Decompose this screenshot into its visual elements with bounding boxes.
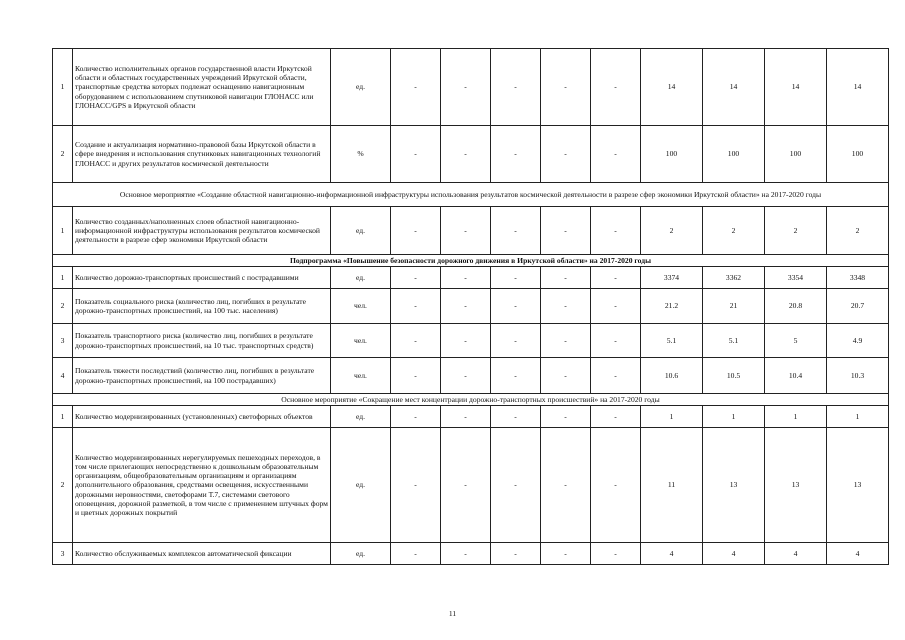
table-row	[53, 49, 889, 126]
indicator-name: Количество модернизированных (установленных) светофорных объектов	[73, 406, 331, 428]
dash-cell: -	[591, 289, 641, 324]
dash-cell: -	[491, 428, 541, 543]
dash-cell: -	[441, 324, 491, 358]
dash-cell: -	[591, 49, 641, 126]
dash-cell: -	[491, 267, 541, 289]
unit-cell: чел.	[331, 358, 391, 394]
row-number: 4	[53, 358, 73, 394]
dash-cell: -	[541, 358, 591, 394]
value-cell: 100	[827, 126, 889, 183]
section-heading: Основное мероприятие «Сокращение мест концентрации дорожно-транспортных происшествий» на 2017-2020 годы	[53, 394, 889, 406]
indicator-name: Показатель тяжести последствий (количество лиц, погибших в результате дорожно-транспортных происшествий, на 100 пострадавших)	[73, 358, 331, 394]
dash-cell: -	[541, 428, 591, 543]
unit-cell: ед.	[331, 543, 391, 565]
value-cell: 100	[765, 126, 827, 183]
dash-cell: -	[491, 289, 541, 324]
indicator-name: Количество дорожно-транспортных происшествий с пострадавшими	[73, 267, 331, 289]
dash-cell: -	[591, 543, 641, 565]
unit-cell: ед.	[331, 49, 391, 126]
row-number: 2	[53, 289, 73, 324]
value-cell: 10.5	[703, 358, 765, 394]
dash-cell: -	[441, 289, 491, 324]
value-cell: 2	[765, 207, 827, 255]
table-row	[53, 406, 889, 428]
dash-cell: -	[541, 267, 591, 289]
value-cell: 20.8	[765, 289, 827, 324]
value-cell: 14	[703, 49, 765, 126]
dash-cell: -	[591, 324, 641, 358]
indicator-name: Количество обслуживаемых комплексов автоматической фиксации	[73, 543, 331, 565]
value-cell: 14	[827, 49, 889, 126]
value-cell: 10.6	[641, 358, 703, 394]
dash-cell: -	[541, 289, 591, 324]
dash-cell: -	[541, 543, 591, 565]
value-cell: 4	[703, 543, 765, 565]
dash-cell: -	[591, 358, 641, 394]
value-cell: 3362	[703, 267, 765, 289]
dash-cell: -	[391, 428, 441, 543]
row-number: 1	[53, 267, 73, 289]
value-cell: 3374	[641, 267, 703, 289]
value-cell: 2	[827, 207, 889, 255]
value-cell: 13	[765, 428, 827, 543]
unit-cell: %	[331, 126, 391, 183]
dash-cell: -	[591, 126, 641, 183]
dash-cell: -	[491, 358, 541, 394]
table-row	[53, 289, 889, 324]
unit-cell: чел.	[331, 289, 391, 324]
dash-cell: -	[491, 324, 541, 358]
dash-cell: -	[391, 406, 441, 428]
row-number: 2	[53, 126, 73, 183]
dash-cell: -	[391, 358, 441, 394]
section-row	[53, 394, 889, 406]
value-cell: 10.4	[765, 358, 827, 394]
value-cell: 5	[765, 324, 827, 358]
dash-cell: -	[441, 267, 491, 289]
dash-cell: -	[591, 428, 641, 543]
dash-cell: -	[391, 289, 441, 324]
indicator-name: Создание и актуализация нормативно-правовой базы Иркутской области в сфере внедрения и использования спутниковых навигационных технологий ГЛОНАСС и других результатов космической деятельности	[73, 126, 331, 183]
indicator-name: Показатель социального риска (количество лиц, погибших в результате дорожно-транспортных происшествий, на 100 тыс. населения)	[73, 289, 331, 324]
unit-cell: чел.	[331, 324, 391, 358]
section-row	[53, 183, 889, 207]
value-cell: 14	[641, 49, 703, 126]
unit-cell: ед.	[331, 406, 391, 428]
value-cell: 10.3	[827, 358, 889, 394]
row-number: 3	[53, 543, 73, 565]
table-row	[53, 324, 889, 358]
dash-cell: -	[441, 428, 491, 543]
value-cell: 100	[703, 126, 765, 183]
value-cell: 1	[641, 406, 703, 428]
value-cell: 13	[827, 428, 889, 543]
indicators-table	[52, 48, 889, 565]
value-cell: 4.9	[827, 324, 889, 358]
row-number: 1	[53, 207, 73, 255]
value-cell: 3348	[827, 267, 889, 289]
dash-cell: -	[491, 49, 541, 126]
indicator-name: Показатель транспортного риска (количество лиц, погибших в результате дорожно-транспортных происшествий, на 10 тыс. транспортных средств)	[73, 324, 331, 358]
value-cell: 4	[827, 543, 889, 565]
table-row	[53, 428, 889, 543]
table-row	[53, 207, 889, 255]
unit-cell: ед.	[331, 207, 391, 255]
value-cell: 11	[641, 428, 703, 543]
dash-cell: -	[491, 126, 541, 183]
dash-cell: -	[491, 543, 541, 565]
value-cell: 13	[703, 428, 765, 543]
dash-cell: -	[541, 207, 591, 255]
value-cell: 4	[641, 543, 703, 565]
table-row	[53, 358, 889, 394]
dash-cell: -	[541, 49, 591, 126]
dash-cell: -	[441, 207, 491, 255]
row-number: 3	[53, 324, 73, 358]
value-cell: 21.2	[641, 289, 703, 324]
table-row	[53, 267, 889, 289]
value-cell: 1	[765, 406, 827, 428]
dash-cell: -	[391, 543, 441, 565]
dash-cell: -	[541, 406, 591, 428]
indicator-name: Количество созданных/наполненных слоев областной навигационно-информационной инфраструктуры использования результатов космической деятельности в разрезе сфер экономики Иркутской области	[73, 207, 331, 255]
value-cell: 5.1	[703, 324, 765, 358]
dash-cell: -	[441, 406, 491, 428]
dash-cell: -	[391, 267, 441, 289]
value-cell: 2	[641, 207, 703, 255]
page-number: 11	[448, 609, 457, 618]
table-row	[53, 543, 889, 565]
value-cell: 1	[703, 406, 765, 428]
dash-cell: -	[491, 207, 541, 255]
value-cell: 14	[765, 49, 827, 126]
unit-cell: ед.	[331, 267, 391, 289]
value-cell: 21	[703, 289, 765, 324]
dash-cell: -	[441, 543, 491, 565]
dash-cell: -	[441, 49, 491, 126]
value-cell: 5.1	[641, 324, 703, 358]
dash-cell: -	[391, 126, 441, 183]
value-cell: 100	[641, 126, 703, 183]
value-cell: 2	[703, 207, 765, 255]
dash-cell: -	[391, 324, 441, 358]
section-heading: Подпрограмма «Повышение безопасности дорожного движения в Иркутской области» на 2017-2020 годы	[53, 255, 889, 267]
dash-cell: -	[541, 324, 591, 358]
row-number: 1	[53, 49, 73, 126]
value-cell: 1	[827, 406, 889, 428]
value-cell: 3354	[765, 267, 827, 289]
dash-cell: -	[591, 406, 641, 428]
unit-cell: ед.	[331, 428, 391, 543]
dash-cell: -	[491, 406, 541, 428]
value-cell: 20.7	[827, 289, 889, 324]
value-cell: 4	[765, 543, 827, 565]
dash-cell: -	[441, 358, 491, 394]
dash-cell: -	[541, 126, 591, 183]
indicator-name: Количество исполнительных органов государственной власти Иркутской области и областных государственных учреждений Иркутской области, транспортные средства которых подлежат оснащению навигационным оборудованием с использованием спутниковой навигации ГЛОНАСС или ГЛОНАСС/GPS в Иркутской области	[73, 49, 331, 126]
dash-cell: -	[591, 267, 641, 289]
table-row	[53, 126, 889, 183]
section-heading: Основное мероприятие «Создание областной навигационно-информационной инфраструктуры использования результатов космической деятельности в разрезе сфер экономики Иркутской области» на 2017-2020 годы	[53, 183, 889, 207]
section-row	[53, 255, 889, 267]
dash-cell: -	[391, 207, 441, 255]
dash-cell: -	[391, 49, 441, 126]
dash-cell: -	[441, 126, 491, 183]
row-number: 2	[53, 428, 73, 543]
row-number: 1	[53, 406, 73, 428]
table-body	[53, 49, 889, 565]
indicator-name: Количество модернизированных нерегулируемых пешеходных переходов, в том числе прилегающих непосредственно к дошкольным образовательным организациям, общеобразовательным организациям и организациям дополнительного образования, средствами освещения, искусственными дорожными неровностями, светофорами Т.7, системами светового оповещения, дорожной разметкой, в том числе с применением штучных форм и цветных дорожных покрытий	[73, 428, 331, 543]
dash-cell: -	[591, 207, 641, 255]
